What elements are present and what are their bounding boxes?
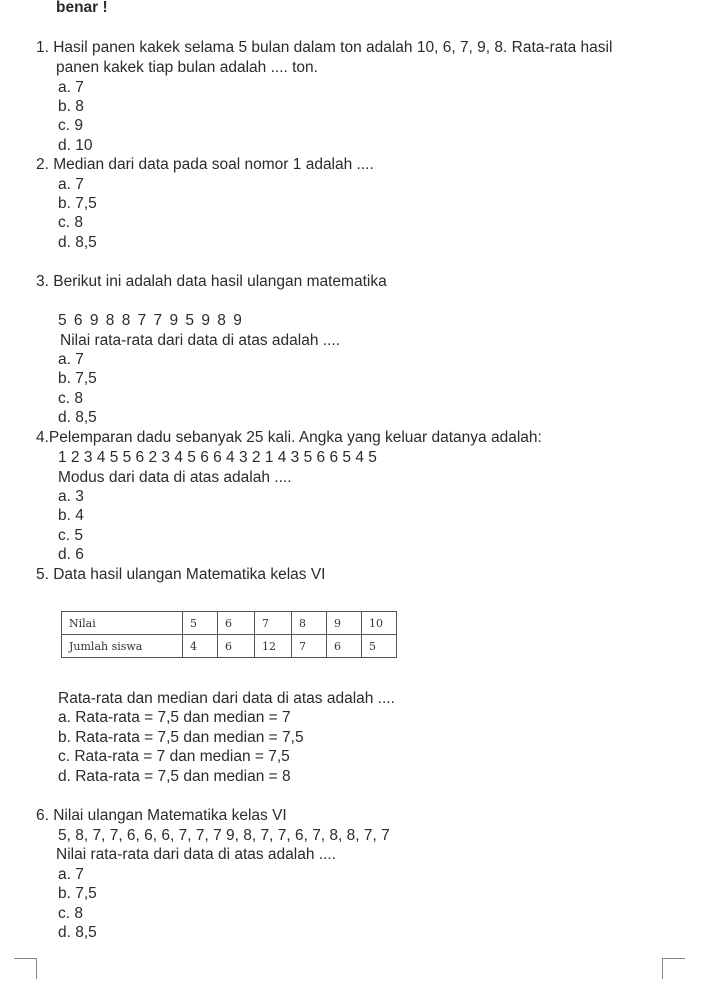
question-6-option-b: b. 7,5 xyxy=(58,885,97,902)
question-1-option-d: d. 10 xyxy=(58,137,93,154)
question-6-option-d: d. 8,5 xyxy=(58,924,97,941)
question-2-line-1: 2. Median dari data pada soal nomor 1 adalah .... xyxy=(36,156,374,173)
score-table-header-nilai: Nilai xyxy=(62,612,183,635)
score-table-cell: 12 xyxy=(255,635,292,658)
question-5-option-b: b. Rata-rata = 7,5 dan median = 7,5 xyxy=(58,729,304,746)
question-1-option-b: b. 8 xyxy=(58,98,84,115)
question-4-option-b: b. 4 xyxy=(58,507,84,524)
question-1-line-1: 1. Hasil panen kakek selama 5 bulan dalam ton adalah 10, 6, 7, 9, 8. Rata-rata hasil xyxy=(36,39,613,56)
score-table-row-nilai xyxy=(62,612,397,635)
score-table-header-jumlah: Jumlah siswa xyxy=(62,635,183,658)
question-5-option-d: d. Rata-rata = 7,5 dan median = 8 xyxy=(58,768,291,785)
score-table-cell: 9 xyxy=(327,612,362,635)
question-6-question: Nilai rata-rata dari data di atas adalah .... xyxy=(56,846,337,863)
question-5-option-a: a. Rata-rata = 7,5 dan median = 7 xyxy=(58,709,291,726)
score-table-cell: 10 xyxy=(362,612,397,635)
question-3-data: 5 6 9 8 8 7 7 9 5 9 8 9 xyxy=(58,312,244,329)
question-5-question: Rata-rata dan median dari data di atas adalah .... xyxy=(58,690,395,707)
question-4-option-c: c. 5 xyxy=(58,527,83,544)
score-table-cell: 4 xyxy=(183,635,218,658)
crop-mark-left xyxy=(14,958,37,979)
question-4-line-1: 4.Pelemparan dadu sebanyak 25 kali. Angka yang keluar datanya adalah: xyxy=(36,429,542,446)
question-6-line-1: 6. Nilai ulangan Matematika kelas VI xyxy=(36,807,287,824)
score-table xyxy=(61,611,397,658)
score-table-cell: 6 xyxy=(218,635,255,658)
question-6-option-c: c. 8 xyxy=(58,905,83,922)
question-4-data: 1 2 3 4 5 5 6 2 3 4 5 6 6 4 3 2 1 4 3 5 6 6 5 4 5 xyxy=(58,449,377,466)
question-1-line-2: panen kakek tiap bulan adalah .... ton. xyxy=(56,59,318,76)
question-3-option-b: b. 7,5 xyxy=(58,370,97,387)
score-table-row-jumlah xyxy=(62,635,397,658)
score-table-cell: 6 xyxy=(218,612,255,635)
question-1-option-c: c. 9 xyxy=(58,117,83,134)
question-3-option-a: a. 7 xyxy=(58,351,84,368)
question-3-question: Nilai rata-rata dari data di atas adalah .... xyxy=(60,332,341,349)
question-5-option-c: c. Rata-rata = 7 dan median = 7,5 xyxy=(58,748,290,765)
question-5-line-1: 5. Data hasil ulangan Matematika kelas VI xyxy=(36,566,326,583)
question-3-option-c: c. 8 xyxy=(58,390,83,407)
question-4-option-a: a. 3 xyxy=(58,488,84,505)
question-4-option-d: d. 6 xyxy=(58,546,84,563)
header-text: benar ! xyxy=(56,0,108,16)
crop-mark-right xyxy=(662,958,685,979)
question-4-question: Modus dari data di atas adalah .... xyxy=(58,469,292,486)
score-table-cell: 5 xyxy=(362,635,397,658)
question-6-data: 5, 8, 7, 7, 6, 6, 6, 7, 7, 7 9, 8, 7, 7, 6, 7, 8, 8, 7, 7 xyxy=(58,827,390,844)
score-table-cell: 6 xyxy=(327,635,362,658)
score-table-cell: 7 xyxy=(255,612,292,635)
question-2-option-c: c. 8 xyxy=(58,214,83,231)
score-table-cell: 8 xyxy=(292,612,327,635)
question-3-line-1: 3. Berikut ini adalah data hasil ulangan matematika xyxy=(36,273,387,290)
question-2-option-d: d. 8,5 xyxy=(58,234,97,251)
question-3-option-d: d. 8,5 xyxy=(58,409,97,426)
question-2-option-b: b. 7,5 xyxy=(58,195,97,212)
score-table-cell: 5 xyxy=(183,612,218,635)
score-table-cell: 7 xyxy=(292,635,327,658)
question-1-option-a: a. 7 xyxy=(58,79,84,96)
question-6-option-a: a. 7 xyxy=(58,866,84,883)
question-2-option-a: a. 7 xyxy=(58,176,84,193)
